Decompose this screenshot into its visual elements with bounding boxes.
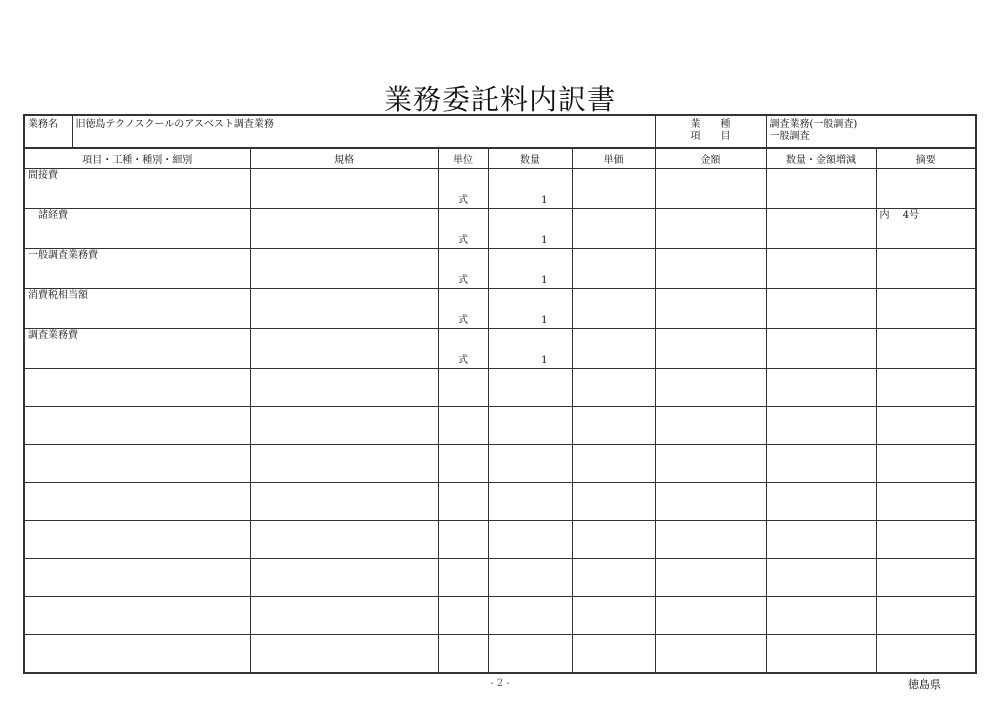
type-value-gyoshu: 調査業務(一般調査) bbox=[769, 119, 858, 130]
row-spec bbox=[250, 521, 438, 559]
row-change bbox=[766, 597, 876, 635]
breakdown-table bbox=[23, 114, 977, 674]
table-row bbox=[24, 209, 976, 249]
row-change bbox=[766, 369, 876, 407]
row-qty bbox=[488, 407, 572, 445]
empty-row bbox=[24, 445, 976, 483]
row-spec bbox=[250, 209, 438, 249]
row-amount bbox=[655, 169, 766, 209]
row-qty bbox=[488, 369, 572, 407]
project-name-label: 業務名 bbox=[24, 115, 72, 148]
row-memo bbox=[876, 559, 976, 597]
row-change bbox=[766, 249, 876, 289]
row-item bbox=[24, 635, 250, 674]
row-item bbox=[24, 445, 250, 483]
row-amount bbox=[655, 407, 766, 445]
row-price bbox=[572, 169, 655, 209]
row-item bbox=[24, 407, 250, 445]
row-memo bbox=[876, 597, 976, 635]
row-change bbox=[766, 169, 876, 209]
row-item bbox=[24, 559, 250, 597]
row-spec bbox=[250, 597, 438, 635]
row-price bbox=[572, 329, 655, 369]
row-item bbox=[24, 597, 250, 635]
row-change bbox=[766, 329, 876, 369]
row-amount bbox=[655, 521, 766, 559]
row-price bbox=[572, 635, 655, 674]
row-unit bbox=[438, 635, 488, 674]
header-item: 項目・工種・種別・細別 bbox=[24, 148, 250, 169]
row-amount bbox=[655, 209, 766, 249]
row-change bbox=[766, 209, 876, 249]
type-label-gyoshu: 業 種 bbox=[690, 119, 731, 130]
row-amount bbox=[655, 597, 766, 635]
row-change bbox=[766, 635, 876, 674]
header-qty: 数量 bbox=[488, 148, 572, 169]
row-qty bbox=[488, 635, 572, 674]
row-memo bbox=[876, 249, 976, 289]
row-spec bbox=[250, 249, 438, 289]
table-row bbox=[24, 329, 976, 369]
row-item: 調査業務費 bbox=[24, 329, 250, 369]
row-memo bbox=[876, 407, 976, 445]
row-qty bbox=[488, 521, 572, 559]
row-spec bbox=[250, 407, 438, 445]
row-amount bbox=[655, 445, 766, 483]
row-qty bbox=[488, 559, 572, 597]
row-unit: 式 bbox=[438, 249, 488, 289]
row-change bbox=[766, 289, 876, 329]
row-price bbox=[572, 249, 655, 289]
header-change: 数量・金額増減 bbox=[766, 148, 876, 169]
row-spec bbox=[250, 329, 438, 369]
row-spec bbox=[250, 445, 438, 483]
row-price bbox=[572, 483, 655, 521]
table-row bbox=[24, 249, 976, 289]
column-header-row bbox=[24, 148, 976, 169]
project-name-value: 旧徳島テクノスクールのアスベスト調査業務 bbox=[72, 115, 655, 148]
row-amount bbox=[655, 559, 766, 597]
row-amount bbox=[655, 483, 766, 521]
row-change bbox=[766, 483, 876, 521]
row-change bbox=[766, 521, 876, 559]
row-unit bbox=[438, 597, 488, 635]
row-unit bbox=[438, 483, 488, 521]
row-spec bbox=[250, 169, 438, 209]
empty-row bbox=[24, 407, 976, 445]
row-change bbox=[766, 445, 876, 483]
row-amount bbox=[655, 369, 766, 407]
row-unit bbox=[438, 407, 488, 445]
row-qty bbox=[488, 445, 572, 483]
row-unit: 式 bbox=[438, 169, 488, 209]
row-memo bbox=[876, 635, 976, 674]
table-row bbox=[24, 289, 976, 329]
row-qty bbox=[488, 597, 572, 635]
row-item: 消費税相当額 bbox=[24, 289, 250, 329]
row-amount bbox=[655, 329, 766, 369]
row-item bbox=[24, 369, 250, 407]
row-item bbox=[24, 521, 250, 559]
row-amount bbox=[655, 249, 766, 289]
row-price bbox=[572, 445, 655, 483]
row-unit bbox=[438, 445, 488, 483]
empty-row bbox=[24, 369, 976, 407]
row-qty: 1 bbox=[488, 169, 572, 209]
table-row bbox=[24, 169, 976, 209]
header-memo: 摘要 bbox=[876, 148, 976, 169]
row-memo bbox=[876, 521, 976, 559]
row-memo bbox=[876, 329, 976, 369]
row-spec bbox=[250, 635, 438, 674]
row-unit: 式 bbox=[438, 329, 488, 369]
row-spec bbox=[250, 559, 438, 597]
row-amount bbox=[655, 635, 766, 674]
empty-row bbox=[24, 597, 976, 635]
row-qty: 1 bbox=[488, 249, 572, 289]
document-title: 業務委託料内訳書 bbox=[383, 83, 616, 116]
row-price bbox=[572, 369, 655, 407]
empty-row bbox=[24, 635, 976, 674]
row-unit bbox=[438, 369, 488, 407]
row-item: 間接費 bbox=[24, 169, 250, 209]
row-qty bbox=[488, 483, 572, 521]
type-label-komoku: 項 目 bbox=[690, 131, 731, 142]
row-price bbox=[572, 521, 655, 559]
header-spec: 規格 bbox=[250, 148, 438, 169]
header-unit: 単位 bbox=[438, 148, 488, 169]
row-item: 諸経費 bbox=[24, 209, 250, 249]
empty-row bbox=[24, 483, 976, 521]
row-memo bbox=[876, 289, 976, 329]
empty-row bbox=[24, 521, 976, 559]
type-labels bbox=[655, 115, 766, 148]
row-unit: 式 bbox=[438, 209, 488, 249]
row-price bbox=[572, 407, 655, 445]
empty-row bbox=[24, 559, 976, 597]
project-info-row bbox=[24, 115, 976, 148]
row-qty: 1 bbox=[488, 329, 572, 369]
header-price: 単価 bbox=[572, 148, 655, 169]
row-unit bbox=[438, 521, 488, 559]
row-spec bbox=[250, 289, 438, 329]
page-number: - 2 - bbox=[490, 678, 510, 689]
row-price bbox=[572, 597, 655, 635]
row-price bbox=[572, 289, 655, 329]
row-amount bbox=[655, 289, 766, 329]
row-spec bbox=[250, 483, 438, 521]
row-item bbox=[24, 483, 250, 521]
row-unit: 式 bbox=[438, 289, 488, 329]
row-price bbox=[572, 559, 655, 597]
type-values bbox=[766, 115, 976, 148]
header-amount: 金額 bbox=[655, 148, 766, 169]
issuer-name: 徳島県 bbox=[908, 678, 941, 691]
row-memo bbox=[876, 169, 976, 209]
row-price bbox=[572, 209, 655, 249]
type-value-komoku: 一般調査 bbox=[769, 131, 810, 142]
row-memo bbox=[876, 369, 976, 407]
row-memo bbox=[876, 445, 976, 483]
row-change bbox=[766, 559, 876, 597]
row-spec bbox=[250, 369, 438, 407]
row-item: 一般調査業務費 bbox=[24, 249, 250, 289]
row-qty: 1 bbox=[488, 289, 572, 329]
row-qty: 1 bbox=[488, 209, 572, 249]
row-memo: 内 4号 bbox=[876, 209, 976, 249]
row-change bbox=[766, 407, 876, 445]
row-memo bbox=[876, 483, 976, 521]
row-unit bbox=[438, 559, 488, 597]
